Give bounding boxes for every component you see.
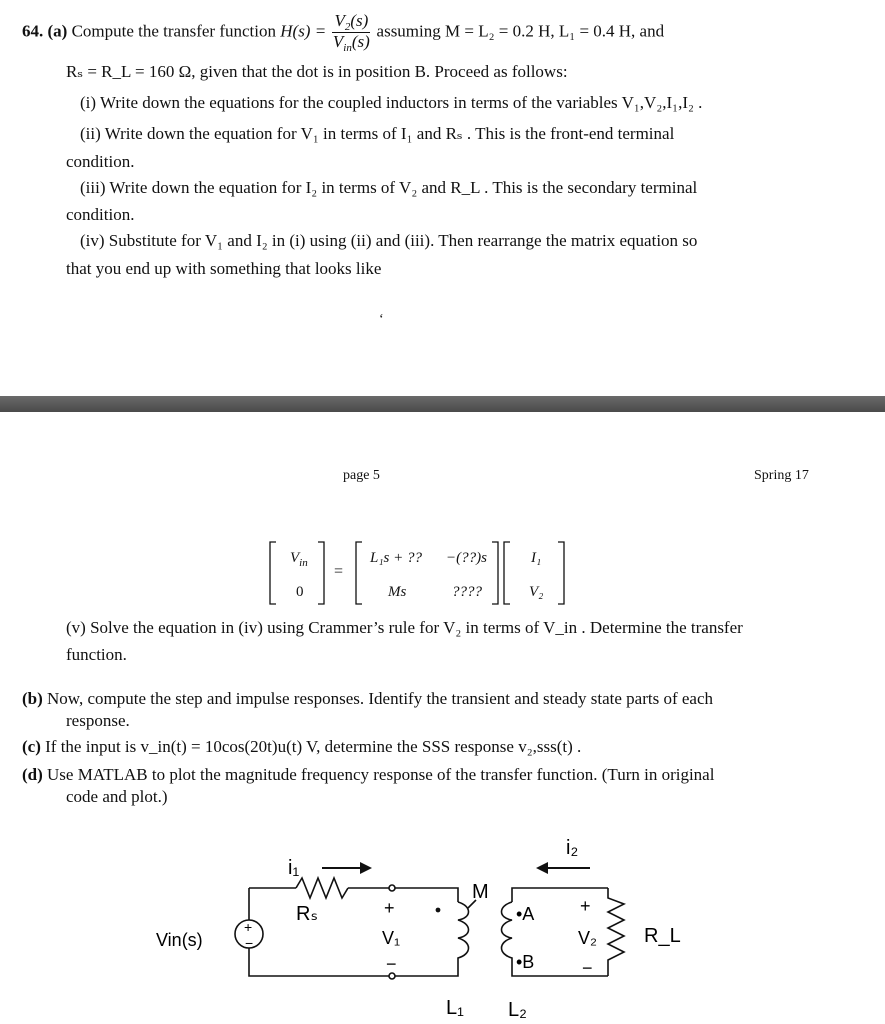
label-rs: Rₛ <box>296 903 318 925</box>
transfer-function-lhs: H(s) = <box>280 21 327 41</box>
page-divider <box>0 396 885 412</box>
matrix-equals: = <box>334 563 344 580</box>
label-i1: i₁ <box>288 857 300 879</box>
matrix-rhs-top: I₁ <box>531 550 542 566</box>
step-v-line-1: (v) Solve the equation in (iv) using Crammer’s rule for V₂ in terms of V_in . Determine the transfer <box>66 618 743 637</box>
assumptions: assuming M = L₂ = 0.2 H, L₁ = 0.4 H, and <box>376 21 665 41</box>
label-l2: L₂ <box>508 999 527 1021</box>
circuit-diagram <box>0 824 885 1024</box>
part-b-line-2: response. <box>66 711 130 730</box>
matrix-m21: Ms <box>388 584 407 600</box>
step-iv-line-2: that you end up with something that looks like <box>66 259 382 278</box>
stray-mark: ʻ <box>379 312 384 327</box>
step-v-line-2: function. <box>66 645 127 664</box>
part-d-line-2: code and plot.) <box>66 787 168 806</box>
label-v1: V₁ <box>382 928 401 948</box>
label-l1: L₁ <box>446 997 464 1019</box>
source-plus: + <box>244 919 253 935</box>
matrix-lhs-bottom: 0 <box>296 584 304 600</box>
term-label: Spring 17 <box>754 468 809 483</box>
part-a-intro: Compute the transfer function <box>71 21 276 41</box>
step-iii-line-2: condition. <box>66 205 135 224</box>
label-dot-a: •A <box>516 904 535 924</box>
v2-plus: + <box>580 896 591 916</box>
matrix-rhs-bottom: V₂ <box>529 584 544 600</box>
part-d-line-1: (d) Use MATLAB to plot the magnitude frequency response of the transfer function. (Turn in original <box>22 765 715 784</box>
page-number: page 5 <box>343 468 380 483</box>
label-m: M <box>472 881 489 903</box>
label-v2: V₂ <box>578 928 597 948</box>
step-i: (i) Write down the equations for the coupled inductors in terms of the variables V₁,V₂,I₁,I₂ . <box>80 93 703 112</box>
transfer-function-fraction: $\frac{V_2(s)}{V_{in}(s)}$ <box>332 11 370 54</box>
matrix-lhs-top: $V_{in}$ <box>290 550 308 569</box>
matrix-m11: L₁s + ?? <box>370 550 423 566</box>
part-b-line-1: (b) Now, compute the step and impulse responses. Identify the transient and steady state parts of each <box>22 689 713 708</box>
problem-line-2: Rₛ = R_L = 160 Ω, given that the dot is in position B. Proceed as follows: <box>66 62 568 81</box>
step-ii-line-2: condition. <box>66 152 135 171</box>
part-a-label: (a) <box>47 21 68 41</box>
label-vin: Vin(s) <box>156 930 203 950</box>
part-b-label: (b) <box>22 689 43 708</box>
part-c-line: (c) If the input is v_in(t) = 10cos(20t)u(t) V, determine the SSS response v₂,sss(t) . <box>22 737 582 756</box>
matrix-m12: −(??)s <box>446 550 487 566</box>
v1-minus: − <box>386 954 397 974</box>
label-dot-b: •B <box>516 952 535 972</box>
matrix-m22: ???? <box>452 584 482 600</box>
v2-minus: − <box>582 958 593 978</box>
step-ii-line-1: (ii) Write down the equation for V₁ in terms of I₁ and Rₛ . This is the front-end terminal <box>80 124 675 143</box>
v1-plus: + <box>384 898 395 918</box>
part-d-label: (d) <box>22 765 43 784</box>
source-minus: − <box>245 935 254 951</box>
problem-number: 64. <box>22 21 44 41</box>
step-iii-line-1: (iii) Write down the equation for I₂ in terms of V₂ and R_L . This is the secondary terminal <box>80 178 698 197</box>
problem-line-1 <box>22 12 664 53</box>
label-rl: R_L <box>644 925 681 947</box>
label-i2: i₂ <box>566 837 579 859</box>
step-iv-line-1: (iv) Substitute for V₁ and I₂ in (i) using (ii) and (iii). Then rearrange the matrix equation so <box>80 231 698 250</box>
part-c-label: (c) <box>22 737 41 756</box>
